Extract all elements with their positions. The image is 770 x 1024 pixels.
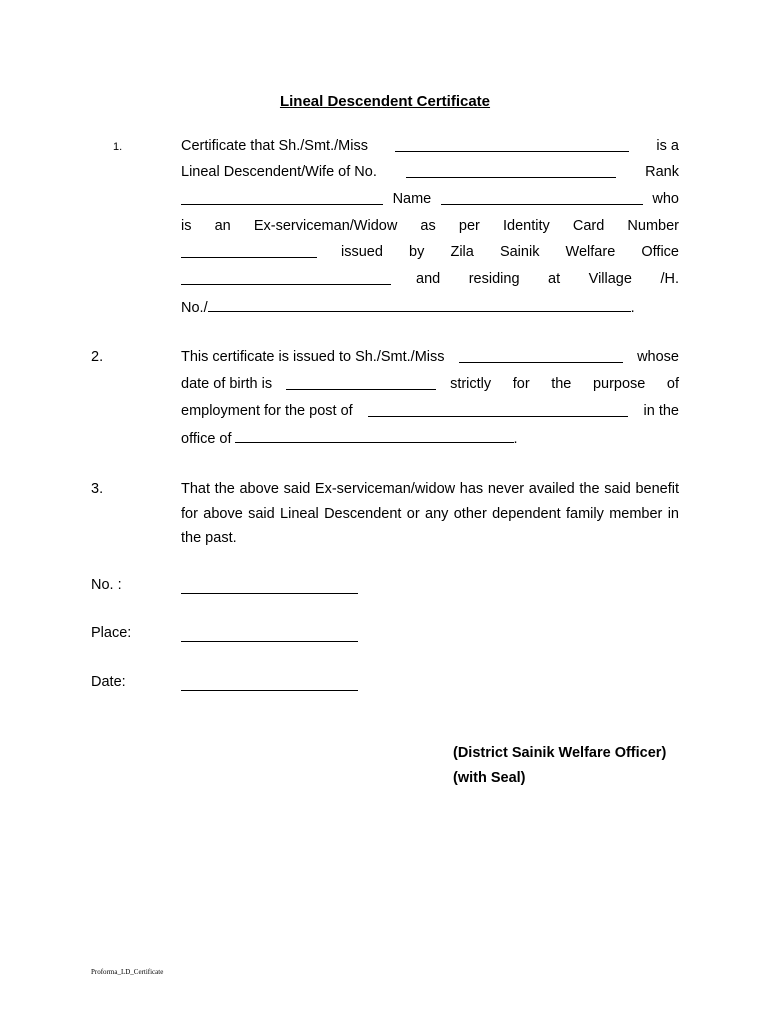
para1-rank: Rank [645, 164, 679, 180]
para2-issued-to: This certificate is issued to Sh./Smt./Miss [181, 349, 445, 365]
para1-blank-rank [181, 191, 383, 205]
para1-who: who [652, 191, 679, 207]
para2-period: . [513, 431, 518, 447]
para1-blank-id-card [181, 244, 317, 258]
para1-blank-number [406, 164, 616, 178]
para1-issued-by: issued by Zila Sainik Welfare Office [341, 244, 679, 260]
para2-strictly: strictly for the purpose of [450, 376, 679, 392]
date-field[interactable] [181, 677, 358, 691]
signature-seal: (with Seal) [453, 770, 526, 786]
para1-residing: and residing at Village /H. [416, 271, 679, 287]
para1-is-an-exservice: is an Ex-serviceman/Widow as per Identity Card Number [181, 218, 679, 234]
para2-blank-post [368, 403, 628, 417]
para1-period: . [630, 300, 635, 316]
para1-is-a: is a [656, 138, 679, 154]
place-field[interactable] [181, 628, 358, 642]
place-label: Place: [91, 625, 132, 641]
para1-blank-name [395, 138, 629, 152]
para1-blank-address [208, 298, 631, 312]
para1-lineal-wife: Lineal Descendent/Wife of No. [181, 164, 377, 180]
para2-blank-name [459, 349, 623, 363]
para2-blank-dob [286, 376, 436, 390]
para2-number: 2. [91, 349, 104, 365]
signature-officer: (District Sainik Welfare Officer) [453, 745, 667, 761]
para3-number: 3. [91, 481, 104, 497]
no-field[interactable] [181, 580, 358, 594]
para2-blank-office [235, 429, 514, 443]
para3-text: That the above said Ex-serviceman/widow has never availed the said benefit for above said Lineal Descendent or any other dependent family member in the past. [181, 481, 679, 546]
para1-number: 1. [113, 141, 123, 153]
para2-dob: date of birth is [181, 376, 273, 392]
no-label: No. : [91, 577, 122, 593]
para1-name: Name [392, 191, 432, 207]
date-label: Date: [91, 674, 126, 690]
para2-employment: employment for the post of [181, 403, 353, 419]
para2-in-the: in the [643, 403, 679, 419]
footer-text: Proforma_LD_Certificate [91, 968, 164, 976]
para1-certificate-that: Certificate that Sh./Smt./Miss [181, 138, 368, 154]
para1-blank-zsw-office [181, 271, 391, 285]
para1-blank-person-name [441, 191, 643, 205]
para1-no: No./ [181, 300, 208, 316]
para2-whose: whose [637, 349, 679, 365]
document-title: Lineal Descendent Certificate [279, 93, 491, 110]
para2-office-of: office of [181, 431, 232, 447]
